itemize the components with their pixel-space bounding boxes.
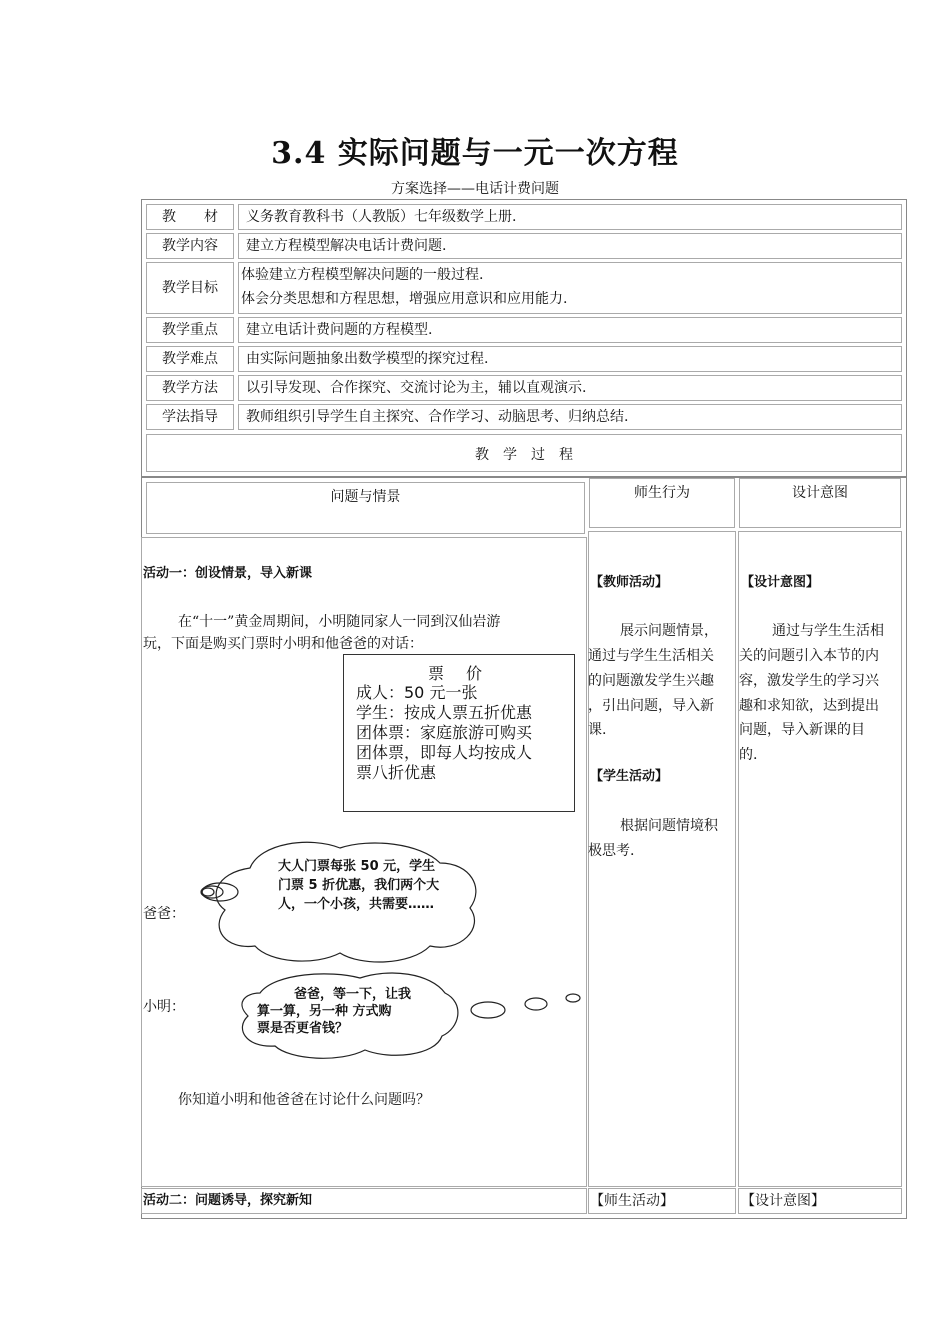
intent-text: 通过与学生生活相	[772, 623, 884, 639]
teacher-activity-text: 通过与学生生活相关	[588, 648, 714, 664]
activity1-para-line1: 在“十一”黄金周期间，小明随同家人一同到汉仙岩游	[178, 614, 501, 630]
row-value: 由实际问题抽象出数学模型的探究过程.	[246, 351, 489, 367]
ming-speech-line: 票是否更省钱？	[257, 1021, 349, 1036]
teacher-activity-text: 课.	[588, 722, 607, 738]
intent-text: 趣和求知欲，达到提出	[739, 698, 879, 714]
row-label: 教学难点	[162, 351, 218, 367]
row-value: 义务教育教科书（人教版）七年级数学上册.	[246, 209, 517, 225]
ticket-price-box	[343, 654, 575, 812]
activity1-para-line2: 玩，下面是购买门票时小明和他爸爸的对话：	[143, 636, 423, 652]
student-activity-text: 极思考.	[588, 843, 635, 859]
activity1-heading: 活动一：创设情景，导入新课	[143, 566, 313, 581]
row-label: 学法指导	[162, 409, 218, 425]
ticket-line: 票八折优惠	[356, 763, 437, 782]
ticket-title: 票价	[427, 664, 504, 683]
activity1-question: 你知道小明和他爸爸在讨论什么问题吗？	[178, 1092, 430, 1108]
teacher-activity-text: 的问题激发学生兴趣	[588, 673, 714, 689]
intent-text: 问题，导入新课的目	[739, 722, 865, 738]
intent-text: 的.	[739, 747, 758, 763]
col-header-behavior: 师生行为	[634, 485, 690, 501]
dad-speech-line: 人，一个小孩，共需要……	[278, 897, 435, 912]
ticket-line: 成人：50 元一张	[356, 683, 478, 702]
intent-heading: 【设计意图】	[741, 575, 820, 590]
row-label: 教 材	[162, 209, 218, 225]
row-value: 教师组织引导学生自主探究、合作学习、动脑思考、归纳总结.	[246, 409, 629, 425]
intent-text: 关的问题引入本节的内	[739, 648, 879, 664]
row-label: 教学内容	[162, 238, 218, 254]
col-header-intent: 设计意图	[792, 485, 848, 501]
activity2-heading: 活动二：问题诱导，探究新知	[143, 1193, 313, 1208]
row-value-2: 体会分类思想和方程思想，增强应用意识和应用能力.	[241, 291, 568, 307]
process-header: 教 学 过 程	[475, 447, 573, 463]
ming-speech-line: 算一算，另一种 方式购	[257, 1004, 392, 1019]
ticket-line: 学生：按成人票五折优惠	[356, 703, 533, 722]
page-subtitle: 方案选择——电话计费问题	[391, 181, 559, 197]
row-value: 体验建立方程模型解决问题的一般过程.	[241, 267, 484, 283]
row-value: 建立电话计费问题的方程模型.	[246, 322, 433, 338]
ticket-line: 团体票：家庭旅游可购买	[356, 723, 533, 742]
teacher-activity-heading: 【教师活动】	[590, 575, 669, 590]
row-label: 教学目标	[162, 280, 218, 296]
student-activity-text: 根据问题情境积	[620, 818, 718, 834]
dad-label: 爸爸：	[143, 906, 185, 922]
row-value: 以引导发现、合作探究、交流讨论为主，辅以直观演示.	[246, 380, 587, 396]
dad-speech-line: 门票 5 折优惠，我们两个大	[278, 878, 440, 893]
ticket-line: 团体票，即每人均按成人	[356, 743, 533, 762]
row-label: 教学方法	[162, 380, 218, 396]
student-activity-heading: 【学生活动】	[590, 769, 669, 784]
ming-label: 小明：	[143, 999, 185, 1015]
activity2-behavior: 【师生活动】	[590, 1193, 674, 1209]
row-label: 教学重点	[162, 322, 218, 338]
activity2-intent: 【设计意图】	[741, 1193, 825, 1209]
teacher-activity-text: ，引出问题，导入新	[588, 698, 714, 714]
row-value: 建立方程模型解决电话计费问题.	[246, 238, 447, 254]
intent-text: 容，激发学生的学习兴	[739, 673, 879, 689]
dad-speech-line: 大人门票每张 50 元，学生	[278, 859, 436, 874]
page-title: 3.4 实际问题与一元一次方程	[271, 136, 679, 171]
teacher-activity-text: 展示问题情景，	[620, 623, 718, 639]
ming-speech-line: 爸爸，等一下，让我	[294, 987, 412, 1002]
col-header-scene: 问题与情景	[330, 489, 401, 505]
